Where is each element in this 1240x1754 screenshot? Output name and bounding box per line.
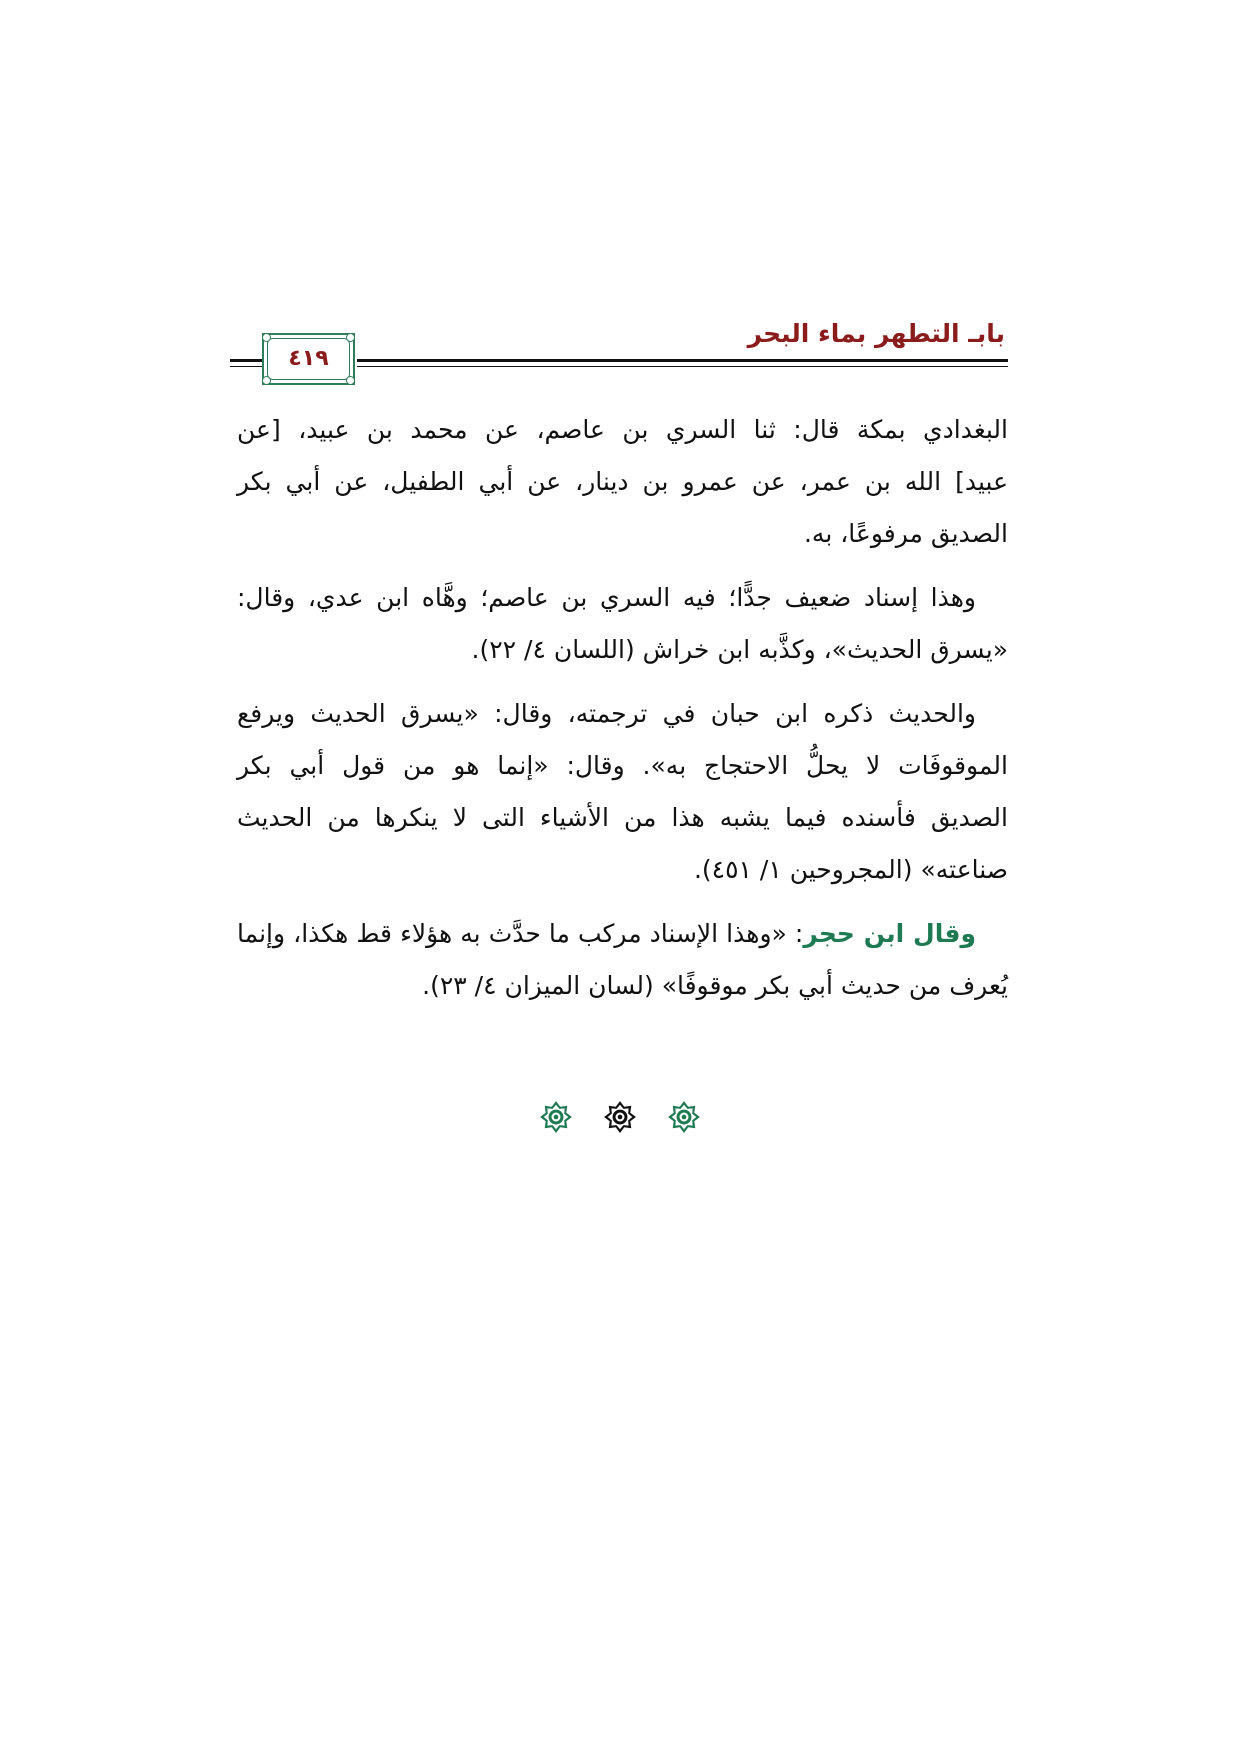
star-flower-icon (667, 1100, 701, 1134)
page-number-inner-frame (267, 338, 350, 380)
page-header (0, 0, 1240, 400)
text-line-rest: : «وهذا الإسناد مركب ما حدَّث به هؤلاء قط هكذا، وإنما (237, 919, 804, 948)
paragraph (237, 908, 1008, 1012)
paragraph (237, 404, 1008, 560)
paragraph (237, 688, 1008, 896)
text-line: وهذا إسناد ضعيف جدًّا؛ فيه السري بن عاصم؛ وهَّاه ابن عدي، وقال: (237, 583, 976, 612)
frame-corner-ornament-icon (346, 333, 355, 342)
text-line: الصديق فأسنده فيما يشبه هذا من الأشياء التى لا ينكرها من الحديث (237, 803, 1008, 832)
star-flower-icon (539, 1100, 573, 1134)
citation-lead: وقال ابن حجر (803, 919, 977, 948)
text-line: «يسرق الحديث»، وكذَّبه ابن خراش (اللسان ٤/ ٢٢). (471, 635, 1008, 664)
chapter-title: بابـ التطهر بماء البحر (747, 319, 1005, 348)
text-line: يُعرف من حديث أبي بكر موقوفًا» (لسان الميزان ٤/ ٢٣). (422, 971, 1008, 1000)
frame-corner-ornament-icon (262, 376, 271, 385)
text-line: عبيد] الله بن عمر، عن عمرو بن دينار، عن أبي الطفيل، عن أبي بكر (237, 467, 1008, 496)
text-line: والحديث ذكره ابن حبان في ترجمته، وقال: «يسرق الحديث ويرفع (237, 699, 976, 728)
text-line: صناعته» (المجروحين ١/ ٤٥١). (693, 855, 1008, 884)
header-rule-left (230, 359, 262, 367)
page-number: ٤١٩ (288, 346, 329, 371)
frame-corner-ornament-icon (346, 376, 355, 385)
star-flower-icon (603, 1100, 637, 1134)
text-line: الموقوفَات لا يحلُّ الاحتجاج به». وقال: «إنما هو من قول أبي بكر (237, 751, 1008, 780)
page-body (237, 404, 1008, 1024)
section-separator (0, 1100, 1240, 1136)
text-line: الصديق مرفوعًا، به. (803, 519, 1008, 548)
page-number-frame (262, 333, 355, 385)
header-rule-right (357, 359, 1008, 367)
text-line: البغدادي بمكة قال: ثنا السري بن عاصم، عن محمد بن عبيد، [عن (237, 415, 1008, 444)
paragraph (237, 572, 1008, 676)
text-line (237, 908, 1008, 960)
frame-corner-ornament-icon (262, 333, 271, 342)
